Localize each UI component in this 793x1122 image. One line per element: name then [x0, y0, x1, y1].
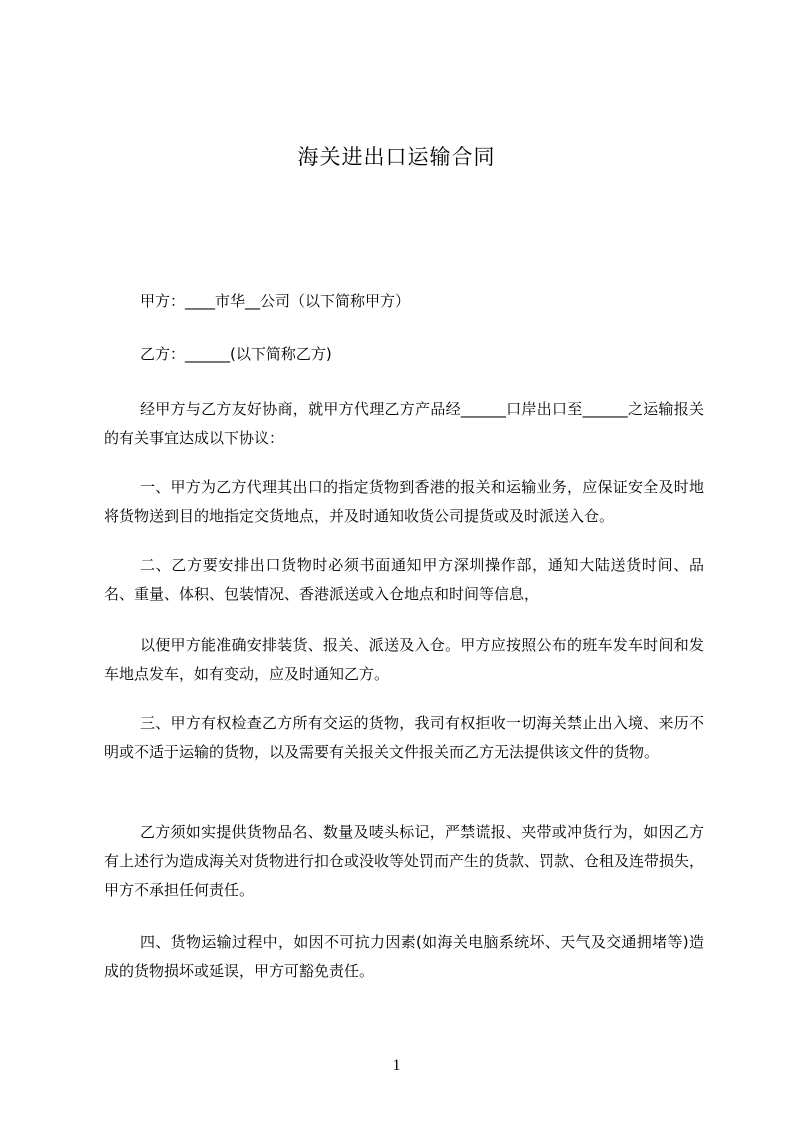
- party-b-line: 乙方：______(以下简称乙方): [140, 345, 332, 363]
- clause-1-paragraph: 一、甲方为乙方代理其出口的指定货物到香港的报关和运输业务，应保证安全及时地将货物送到目的地指定交货地点，并及时通知收货公司提货或及时派送入仓。: [104, 478, 704, 525]
- clause-4-paragraph: 四、货物运输过程中，如因不可抗力因素(如海关电脑系统坏、天气及交通拥堵等)造成的货物损坏或延误，甲方可豁免责任。: [104, 933, 704, 980]
- clause-2-paragraph: 二、乙方要安排出口货物时必须书面通知甲方深圳操作部，通知大陆送货时间、品名、重量、体积、包装情况、香港派送或入仓地点和时间等信息，: [104, 556, 704, 603]
- document-title: 海关进出口运输合同: [297, 145, 496, 169]
- party-a-line: 甲方：____市华__公司（以下简称甲方）: [140, 292, 411, 310]
- clause-3-paragraph: 三、甲方有权检查乙方所有交运的货物，我司有权拒收一切海关禁止出入境、来历不明或不适于运输的货物，以及需要有关报关文件报关而乙方无法提供该文件的货物。: [104, 714, 704, 761]
- preamble-paragraph: 经甲方与乙方友好协商，就甲方代理乙方产品经______口岸出口至______之运输报关的有关事宜达成以下协议：: [104, 400, 704, 447]
- page-number: 1: [392, 1057, 401, 1074]
- clause-2-continuation-paragraph: 以便甲方能准确安排装货、报关、派送及入仓。甲方应按照公布的班车发车时间和发车地点发车，如有变动，应及时通知乙方。: [104, 636, 704, 683]
- clause-3-continuation-paragraph: 乙方须如实提供货物品名、数量及唛头标记，严禁谎报、夹带或冲货行为，如因乙方有上述行为造成海关对货物进行扣仓或没收等处罚而产生的货款、罚款、仓租及连带损失，甲方不承担任何责任。: [104, 823, 705, 899]
